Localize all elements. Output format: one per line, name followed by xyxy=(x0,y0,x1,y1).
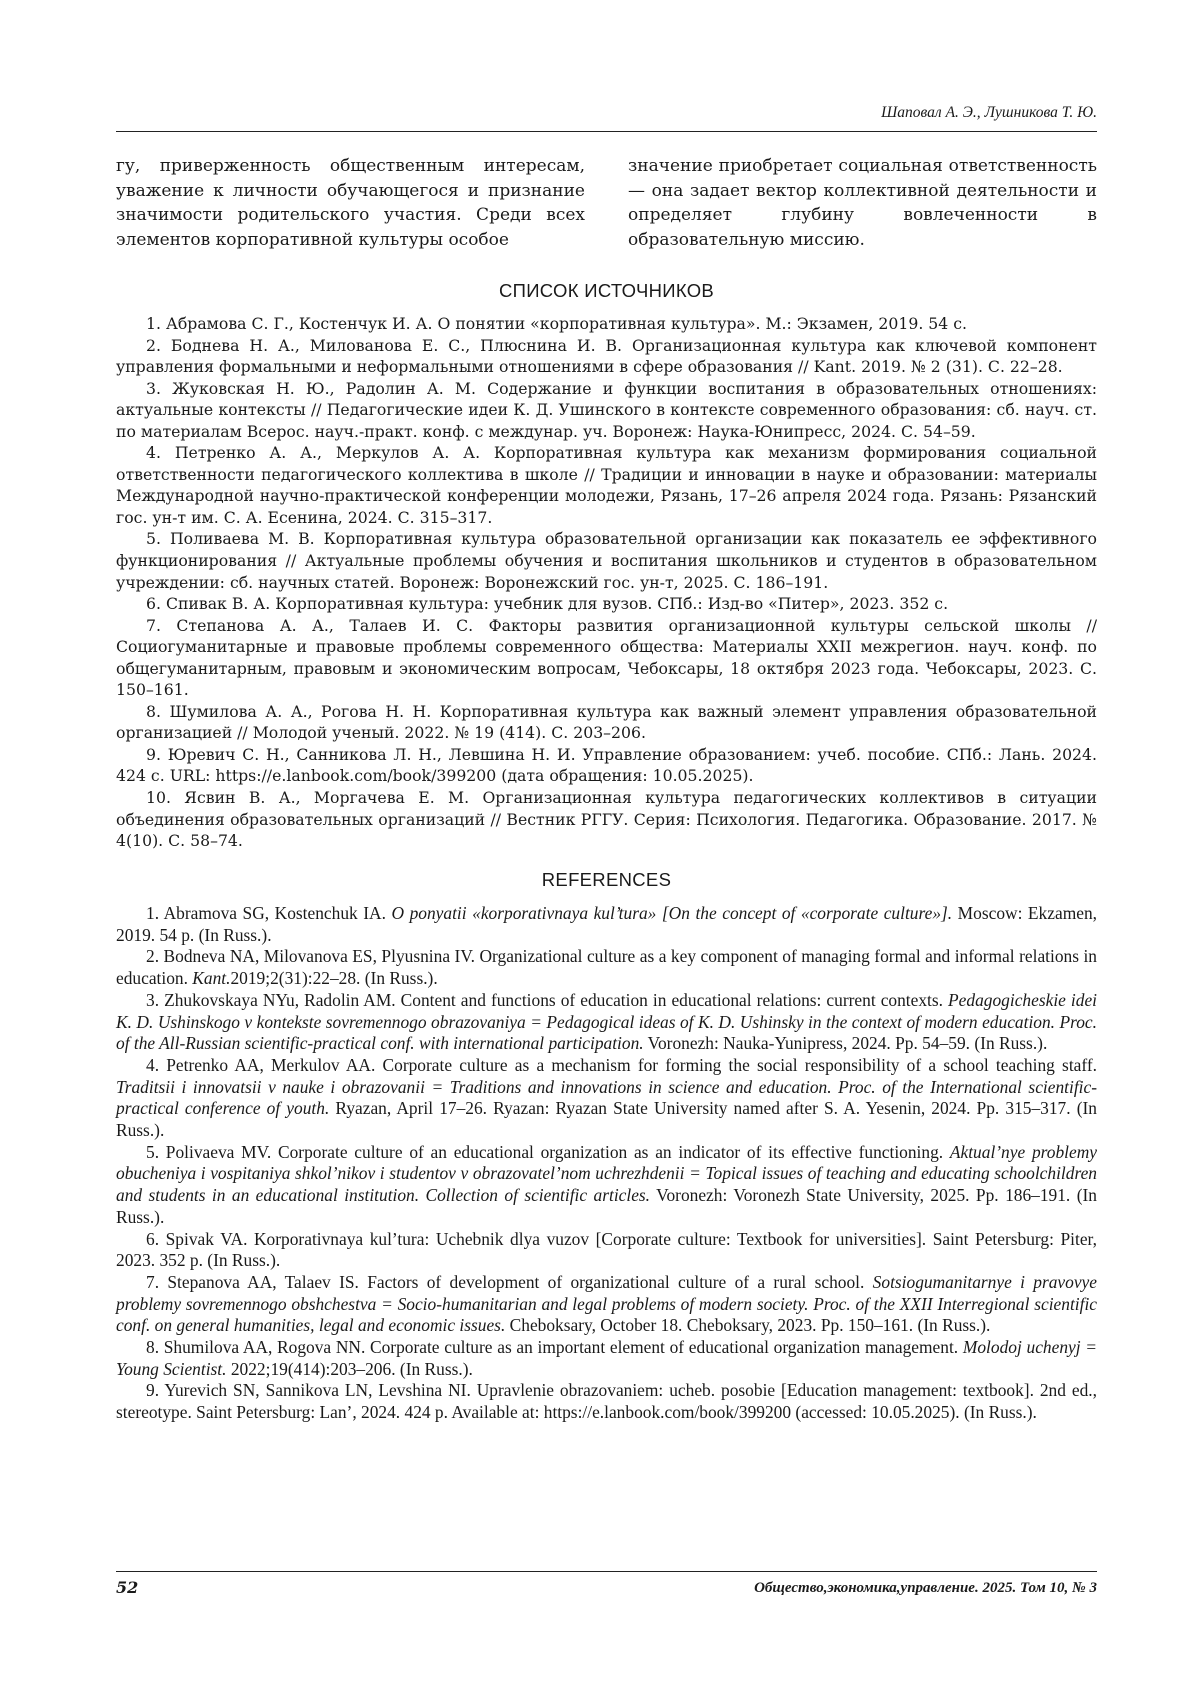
reference-text: 2019;2(31):22–28. (In Russ.). xyxy=(230,968,438,989)
source-item-3: 3. Жуковская Н. Ю., Радолин А. М. Содержание и функции воспитания в образовательных отношениях: актуальные контексты // Педагогические идеи К. Д. Ушинского в контексте современного образования: сб. науч. ст. по материалам Всерос. науч.-практ. конф. с междунар. уч. Воронеж: Наука-Юнипресс, 2024. С. 54–59. xyxy=(116,378,1097,441)
source-item-4: 4. Петренко А. А., Меркулов А. А. Корпоративная культура как механизм формирования социальной ответственности педагогического коллектива в школе // Традиции и инновации в науке и образовании: материалы Международной научно-практической конференции молодежи, Рязань, 17–26 апреля 2024 года. Рязань: Рязанский гос. ун-т им. С. А. Есенина, 2024. С. 315–317. xyxy=(116,443,1097,527)
source-item-5: 5. Поливаева М. В. Корпоративная культура образовательной организации как показатель ее эффективного функционирования // Актуальные проблемы обучения и воспитания школьников и студентов в образовательном учреждении: сб. научных статей. Воронеж: Воронежский гос. ун-т, 2025. С. 186–191. xyxy=(116,529,1097,592)
reference-text: 4. Petrenko AA, Merkulov AA. Corporate culture as a mechanism for forming the social responsibility of a school teaching staff. xyxy=(146,1054,1097,1075)
running-head-authors: Шаповал А. Э., Лушникова Т. Ю. xyxy=(881,104,1097,121)
sources-list xyxy=(116,313,1097,852)
header-rule xyxy=(116,131,1097,132)
reference-item-1 xyxy=(116,903,1097,946)
body-left-column: гу, приверженность общественным интересам, уважение к личности обучающегося и признание значимости родительского участия. Среди всех элементов корпоративной культуры особое xyxy=(116,156,585,250)
page-number: 52 xyxy=(116,1578,139,1597)
source-item-10: 10. Ясвин В. А., Моргачева Е. М. Организационная культура педагогических коллективов в ситуации объединения образовательных организаций // Вестник РГГУ. Серия: Психология. Педагогика. Образование. 2017. № 4(10). С. 58–74. xyxy=(116,788,1097,851)
reference-text: Ryazan, April 17–26. Ryazan: Ryazan State University named after S. A. Yesenin, 2024. Pp. 315–317. (In Russ.). xyxy=(116,1098,1097,1141)
reference-item-9 xyxy=(116,1380,1097,1423)
reference-text: Moscow: Ekzamen, 2019. 54 p. (In Russ.). xyxy=(116,903,1097,945)
reference-text: Voronezh: Nauka-Yunipress, 2024. Pp. 54–59. (In Russ.). xyxy=(643,1033,1048,1054)
reference-item-5 xyxy=(116,1142,1097,1229)
reference-italic: Kant. xyxy=(192,968,231,989)
reference-text: Cheboksary, October 18. Cheboksary, 2023. Pp. 150–161. (In Russ.). xyxy=(505,1315,991,1336)
reference-item-6 xyxy=(116,1229,1097,1272)
journal-citation: Общество,экономика,управление. 2025. Том 10, № 3 xyxy=(754,1580,1097,1596)
reference-italic: Traditsii i innovatsii v nauke i obrazovanii = Traditions and innovations in science and education. Proc. of the International scientific-practical conference of youth. xyxy=(116,1076,1097,1119)
source-item-8: 8. Шумилова А. А., Рогова Н. Н. Корпоративная культура как важный элемент управления образовательной организацией // Молодой ученый. 2022. № 19 (414). С. 203–206. xyxy=(116,701,1097,743)
body-text-columns xyxy=(116,154,1097,252)
reference-text: 2. Bodneva NA, Milovanova ES, Plyusnina IV. Organizational culture as a key component of managing formal and informal relations in education. xyxy=(116,946,1097,989)
source-item-6: 6. Спивак В. А. Корпоративная культура: учебник для вузов. СПб.: Изд-во «Питер», 2023. 352 с. xyxy=(146,594,949,614)
footer-rule xyxy=(116,1571,1097,1572)
reference-item-4 xyxy=(116,1055,1097,1142)
reference-italic: Sotsiogumanitarnye i pravovye problemy sovremennogo obshchestva = Socio-humanitarian and legal problems of modern society. Proc. of the XXII Interregional scientific conf. on general humanities, legal and economic issues. xyxy=(116,1271,1097,1336)
reference-italic: Aktual’nye problemy obucheniya i vospitaniya shkol’nikov i studentov v obrazovatel’nom uchrezhdenii = Topical issues of teaching and educating schoolchildren and students in an educational institution. Collection of scientific articles. xyxy=(116,1141,1097,1206)
reference-italic: O ponyatii «korporativnaya kul’tura» [On the concept of «corporate culture»]. xyxy=(391,903,953,923)
reference-text: 6. Spivak VA. Korporativnaya kul’tura: Uchebnik dlya vuzov [Corporate culture: Textbook for universities]. Saint Petersburg: Piter, 2023. 352 p. (In Russ.). xyxy=(116,1228,1097,1271)
reference-text: 3. Zhukovskaya NYu, Radolin AM. Content and functions of education in educational relations: current contexts. xyxy=(146,989,949,1010)
source-item-2: 2. Боднева Н. А., Милованова Е. С., Плюснина И. В. Организационная культура как ключевой компонент управления формальными и неформальными отношениями в сфере образования // Kant. 2019. № 2 (31). С. 22–28. xyxy=(116,335,1097,377)
reference-item-8 xyxy=(116,1337,1097,1380)
reference-item-7 xyxy=(116,1272,1097,1337)
references-list xyxy=(116,903,1097,1424)
reference-text: 2022;19(414):203–206. (In Russ.). xyxy=(226,1358,473,1379)
source-item-1: 1. Абрамова С. Г., Костенчук И. А. О понятии «корпоративная культура». М.: Экзамен, 2019. 54 с. xyxy=(146,314,968,333)
reference-text: 9. Yurevich SN, Sannikova LN, Levshina NI. Upravlenie obrazovaniem: ucheb. posobie [Education management: textbook]. 2nd ed., stereotype. Saint Petersburg: Lan’, 2024. 424 p. Available at: https://e.lanbook.com/book/399200 (accessed: 10.05.2025). (In Russ.). xyxy=(116,1380,1097,1423)
reference-italic: Pedagogicheskie idei K. D. Ushinskogo v kontekste sovremennogo obrazovaniya = Pedagogical ideas of K. D. Ushinsky in the context of modern education. Proc. of the All-Russian scientific-practical conf. with international participation. xyxy=(116,989,1097,1054)
reference-text: 5. Polivaeva MV. Corporate culture of an educational organization as an indicator of its effective functioning. xyxy=(146,1141,950,1162)
reference-text: 1. Abramova SG, Kostenchuk IA. xyxy=(146,903,392,923)
reference-text: Voronezh: Voronezh State University, 2025. Pp. 186–191. (In Russ.). xyxy=(116,1185,1097,1227)
reference-text: 8. Shumilova AA, Rogova NN. Corporate culture as an important element of educational organization management. xyxy=(146,1337,963,1358)
reference-item-3 xyxy=(116,990,1097,1055)
body-right-column: значение приобретает социальная ответственность — она задает вектор коллективной деятельности и определяет глубину вовлеченности в образовательную миссию. xyxy=(628,156,1097,250)
sources-heading: СПИСОК ИСТОЧНИКОВ xyxy=(498,280,715,301)
reference-text: 7. Stepanova AA, Talaev IS. Factors of development of organizational culture of a rural school. xyxy=(146,1271,873,1292)
source-item-9: 9. Юревич С. Н., Санникова Л. Н., Левшина Н. И. Управление образованием: учеб. пособие. СПб.: Лань. 2024. 424 с. URL: https://e.lanbook.com/book/399200 (дата обращения: 10.05.2025). xyxy=(116,744,1097,786)
reference-item-2 xyxy=(116,946,1097,989)
reference-italic: Molodoj uchenyj = Young Scientist. xyxy=(116,1337,1098,1379)
references-heading: REFERENCES xyxy=(541,869,672,890)
source-item-7: 7. Степанова А. А., Талаев И. С. Факторы развития организационной культуры сельской школы // Социогуманитарные и правовые проблемы современного общества: Материалы XXII межрегион. науч. конф. по общегуманитарным, правовым и экономическим вопросам, Чебоксары, 18 октября 2023 года. Чебоксары, 2023. С. 150–161. xyxy=(116,615,1097,700)
